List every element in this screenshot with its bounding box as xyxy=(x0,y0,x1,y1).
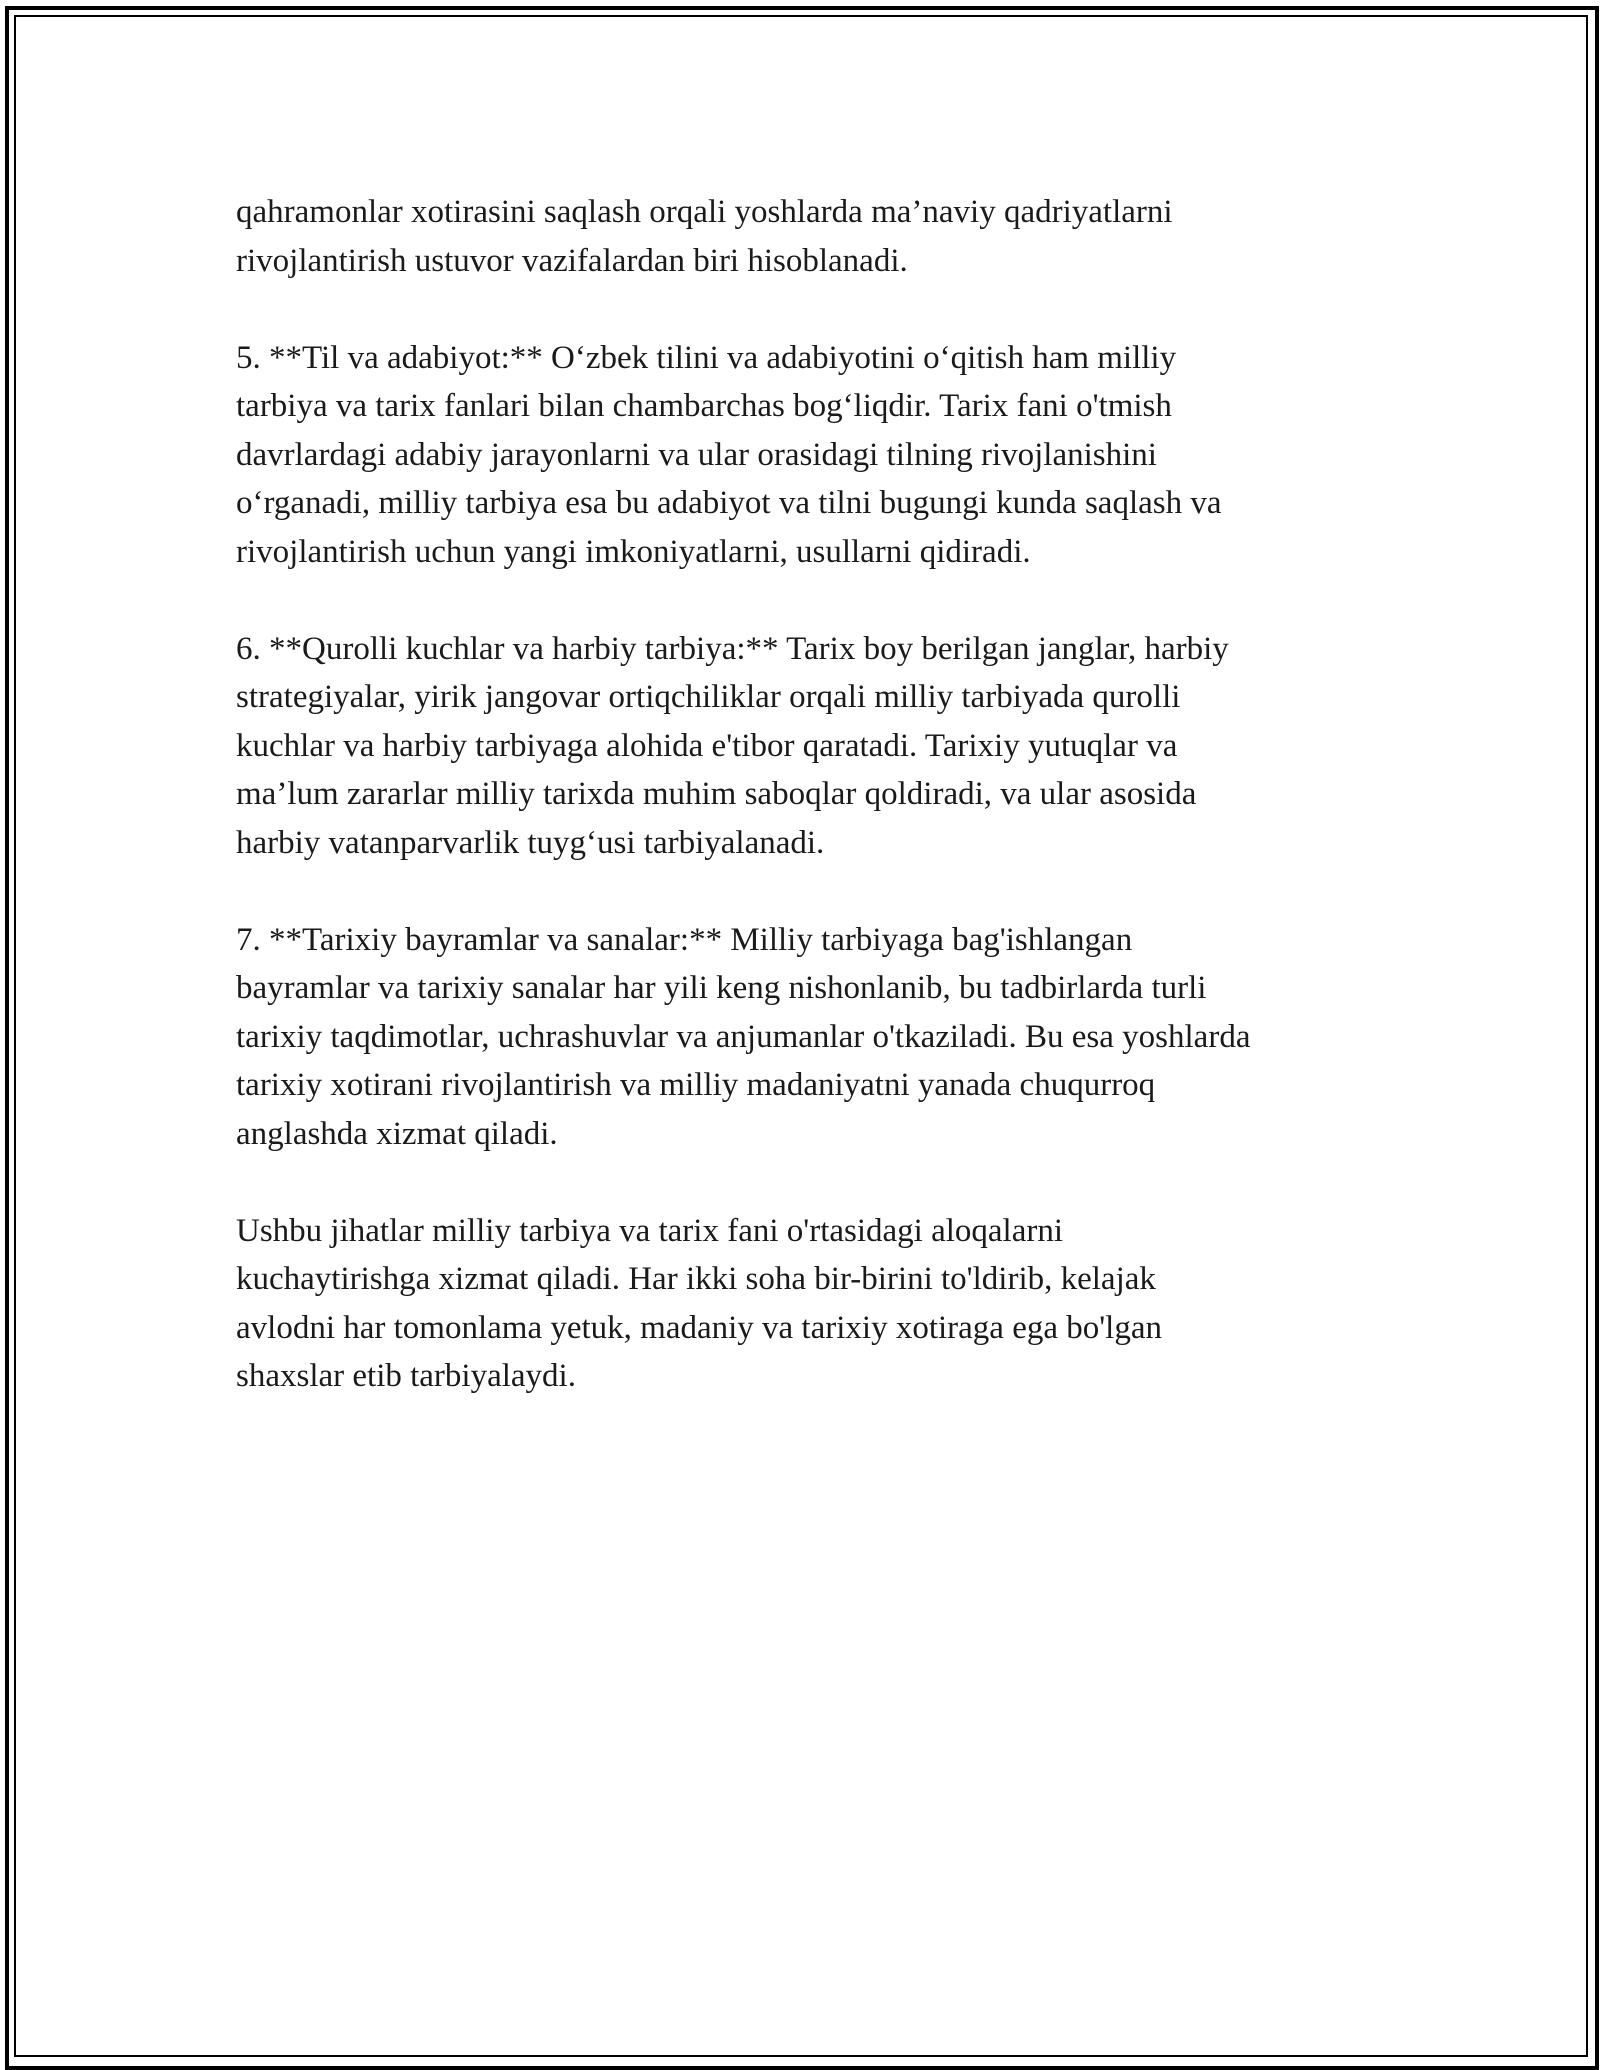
text-line: bayramlar va tarixiy sanalar har yili keng nishonlanib, bu tadbirlarda turli xyxy=(236,970,1207,1006)
document-body xyxy=(236,188,1376,1449)
text-line: o‘rganadi, milliy tarbiya esa bu adabiyot va tilni bugungi kunda saqlash va xyxy=(236,485,1222,521)
text-line: Ushbu jihatlar milliy tarbiya va tarix fani o'rtasidagi aloqalarni xyxy=(236,1212,1064,1249)
text-line: rivojlantirish ustuvor vazifalardan biri hisoblanadi. xyxy=(236,242,908,279)
paragraph-item-7 xyxy=(236,916,1376,1159)
text-line: 6. **Qurolli kuchlar va harbiy tarbiya:** Tarix boy berilgan janglar, harbiy xyxy=(236,630,1229,667)
text-line: anglashda xizmat qiladi. xyxy=(236,1115,558,1152)
text-line: rivojlantirish uchun yangi imkoniyatlarni, usullarni qidiradi. xyxy=(236,533,1031,570)
text-line: tarixiy taqdimotlar, uchrashuvlar va anjumanlar o'tkaziladi. Bu esa yoshlarda xyxy=(236,1018,1251,1055)
text-line: tarixiy xotirani rivojlantirish va milliy madaniyatni yanada chuqurroq xyxy=(236,1067,1156,1103)
text-line: 5. **Til va adabiyot:** O‘zbek tilini va adabiyotini o‘qitish ham milliy xyxy=(236,339,1177,376)
text-line: qahramonlar xotirasini saqlash orqali yoshlarda ma’naviy qadriyatlarni xyxy=(236,194,1173,230)
paragraph-conclusion xyxy=(236,1207,1376,1401)
paragraph-item-5 xyxy=(236,334,1376,577)
text-line: kuchaytirishga xizmat qiladi. Har ikki soha bir-birini to'ldirib, kelajak xyxy=(236,1261,1156,1297)
text-line: harbiy vatanparvarlik tuyg‘usi tarbiyalanadi. xyxy=(236,824,825,861)
text-line: tarbiya va tarix fanlari bilan chambarchas bog‘liqdir. Tarix fani o'tmish xyxy=(236,388,1172,424)
text-line: shaxslar etib tarbiyalaydi. xyxy=(236,1358,576,1394)
text-line: 7. **Tarixiy bayramlar va sanalar:** Milliy tarbiyaga bag'ishlangan xyxy=(236,921,1133,958)
text-line: davrlardagi adabiy jarayonlarni va ular orasidagi tilning rivojlanishini xyxy=(236,436,1157,473)
text-line: kuchlar va harbiy tarbiyaga alohida e'tibor qaratadi. Tarixiy yutuqlar va xyxy=(236,727,1178,764)
paragraph-item-6 xyxy=(236,625,1376,868)
paragraph-continuation xyxy=(236,188,1376,285)
text-line: strategiyalar, yirik jangovar ortiqchiliklar orqali milliy tarbiyada qurolli xyxy=(236,679,1181,715)
text-line: ma’lum zararlar milliy tarixda muhim saboqlar qoldiradi, va ular asosida xyxy=(236,776,1197,812)
text-line: avlodni har tomonlama yetuk, madaniy va tarixiy xotiraga ega bo'lgan xyxy=(236,1309,1162,1346)
